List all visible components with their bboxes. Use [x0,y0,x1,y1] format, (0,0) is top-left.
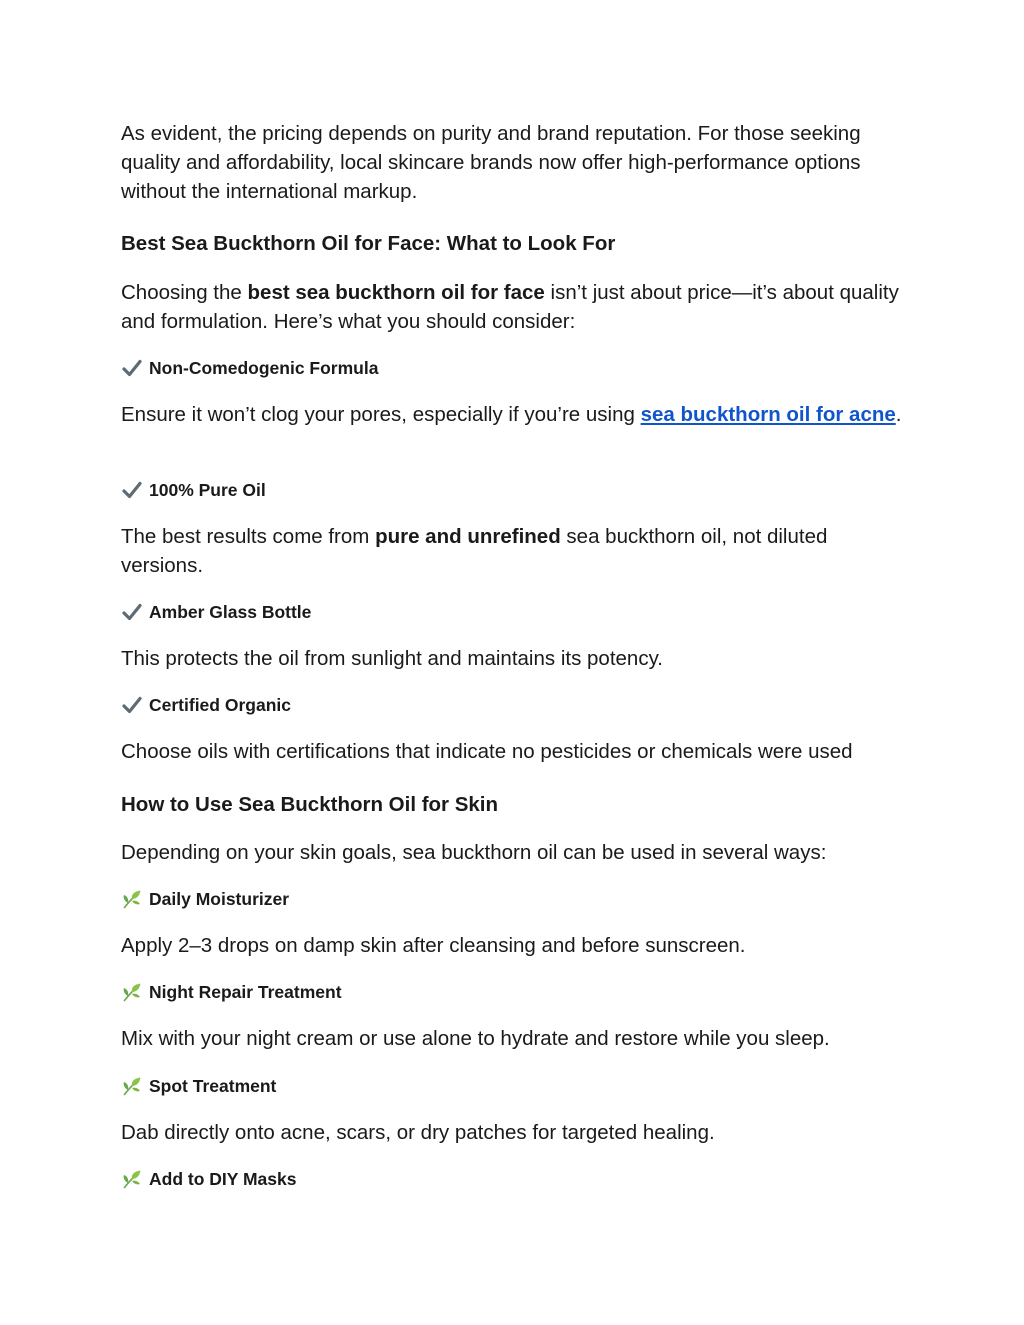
feature-text-bold: pure and unrefined [375,525,561,548]
herb-leaf-icon [121,1168,143,1190]
method-text-daily-moisturizer: Apply 2–3 drops on damp skin after cleansing and before sunscreen. [121,934,746,957]
method-title: Night Repair Treatment [149,982,342,1002]
best-oil-intro-start: Choosing the [121,281,248,304]
acne-article-link[interactable]: sea buckthorn oil for acne [640,403,896,426]
method-heading-night-repair [121,980,911,1004]
feature-text-start: The best results come from [121,525,376,548]
feature-heading-amber-bottle [121,600,911,624]
method-title: Daily Moisturizer [149,889,290,909]
herb-leaf-icon [121,888,143,910]
feature-text-non-comedogenic [121,400,911,429]
method-text-night-repair: Mix with your night cream or use alone to hydrate and restore while you sleep. [121,1027,830,1050]
feature-heading-certified-organic [121,693,911,717]
heading-best-oil: Best Sea Buckthorn Oil for Face: What to Look For [121,232,616,255]
feature-title: Amber Glass Bottle [149,602,312,622]
feature-text-end: sea buckthorn oil, not diluted versions. [121,525,828,577]
method-text-spot-treatment: Dab directly onto acne, scars, or dry patches for targeted healing. [121,1121,715,1144]
feature-title: Certified Organic [149,695,291,715]
best-oil-intro-bold: best sea buckthorn oil for face [247,281,545,304]
method-heading-daily-moisturizer [121,887,911,911]
how-to-use-intro: Depending on your skin goals, sea buckthorn oil can be used in several ways: [121,841,827,864]
best-oil-intro-paragraph [121,278,911,336]
intro-paragraph: As evident, the pricing depends on purity and brand reputation. For those seeking quality and affordability, local skincare brands now offer high-performance options without the international markup. [121,122,861,203]
feature-text-amber-bottle: This protects the oil from sunlight and maintains its potency. [121,647,663,670]
feature-title: Non-Comedogenic Formula [149,358,379,378]
best-oil-intro-end: isn’t just about price—it’s about quality and formulation. Here’s what you should consider: [121,281,899,333]
herb-leaf-icon [121,981,143,1003]
feature-title: 100% Pure Oil [149,480,266,500]
method-heading-diy-masks [121,1167,911,1191]
check-mark-icon [121,694,143,716]
feature-heading-non-comedogenic [121,356,911,380]
check-mark-icon [121,479,143,501]
method-heading-spot-treatment [121,1074,911,1098]
method-title: Add to DIY Masks [149,1169,297,1189]
check-mark-icon [121,357,143,379]
feature-text-pure-oil [121,522,911,580]
method-title: Spot Treatment [149,1076,277,1096]
herb-leaf-icon [121,1075,143,1097]
feature-text-start: Ensure it won’t clog your pores, especially if you’re using [121,403,641,426]
feature-text-end: . [895,403,902,426]
feature-heading-pure-oil [121,478,911,502]
feature-text-certified-organic: Choose oils with certifications that indicate no pesticides or chemicals were used [121,740,853,763]
heading-how-to-use: How to Use Sea Buckthorn Oil for Skin [121,793,499,816]
check-mark-icon [121,601,143,623]
